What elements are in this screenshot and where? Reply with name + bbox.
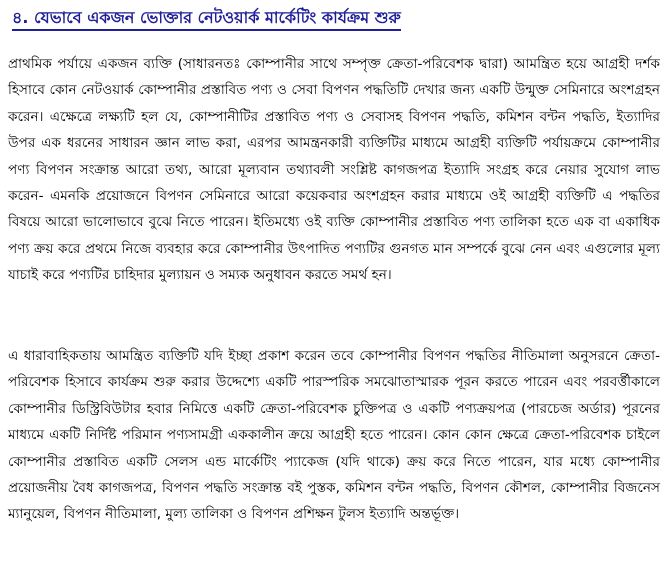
- section-heading: ৪. যেভাবে একজন ভোক্তার নেটওয়ার্ক মার্কেটিং কার্যক্রম শুরু: [12, 7, 401, 31]
- paragraph-1: প্রাথমিক পর্যায়ে একজন ব্যক্তি (সাধারনতঃ কোম্পানীর সাথে সম্পৃক্ত ক্রেতা-পরিবেশক দ্বারা) আমন্ত্রিত হয়ে আগ্রহী দর্শক হিসাবে কোন নেটওয়ার্ক কোম্পানীর প্রস্তাবিত পণ্য ও সেবা বিপণন পদ্ধতিটি দেখার জন্য একটি উন্মুক্ত সেমিনারে অংশগ্রহন করেন। এক্ষেত্রে লক্ষ্যটি হল যে, কোম্পানীটির প্রস্তাবিত পণ্য ও সেবাসহ বিপণন পদ্ধতি, কমিশন বন্টন পদ্ধতি, ইত্যাদির উপর এক ধরনের সাধারন জ্ঞান লাভ করা, এরপর আমন্ত্রনকারী ব্যক্তিটির মাধ্যমে আগ্রহী ব্যক্তিটি পর্যায়ক্রমে কোম্পানীর পণ্য বিপণন সংক্রান্ত আরো তথ্য, আরো মূল্যবান তথ্যাবলী সংশ্লিষ্ট কাগজপত্র ইত্যাদি সংগ্রহ করে নেয়ার সুযোগ লাভ করেন- এমনকি প্রয়োজনে বিপণন সেমিনারে আরো কয়েকবার অংশগ্রহন করার মাধ্যমে ওই আগ্রহী ব্যক্তিটি এ পদ্ধতির বিষয়ে আরো ভালোভাবে বুঝে নিতে পারেন। ইতিমধ্যে ওই ব্যক্তি কোম্পানীর প্রস্তাবিত পণ্য তালিকা হতে এক বা একাধিক পণ্য ক্রয় করে প্রথমে নিজে ব্যবহার করে কোম্পানীর উৎপাদিত পণ্যটির গুনগত মান সম্পর্কে বুঝে নেন এবং এগুলোর মূল্য যাচাই করে পণ্যটির চাহিদার মুল্যায়ন ও সম্যক অনুধাবন করতে সমর্থ হন।: [8, 56, 660, 284]
- paragraph-2: এ ধারাবাহিকতায় আমন্ত্রিত ব্যক্তিটি যদি ইচ্ছা প্রকাশ করেন তবে কোম্পানীর বিপণন পদ্ধতির নীতিমালা অনুসরনে ক্রেতা-পরিবেশক হিসাবে কার্যক্রম শুরু করার উদ্দেশ্যে একটি পারস্পরিক সমঝোতাস্মারক পূরন করতে পারেন এবং পরবর্ত্তীকালে কোম্পানীর ডিস্ট্রিবিউটার হবার নিমিত্তে একটি ক্রেতা-পরিবেশক চুক্তিপত্র ও একটি পণ্যক্রয়পত্র (পারচেজ অর্ডার) পূরনের মাধ্যমে একটি নির্দিষ্ট পরিমান পণ্যসামগ্রী এককালীন ক্রয়ে আগ্রহী হতে পারেন। কোন কোন ক্ষেত্রে ক্রেতা-পরিবেশক চাইলে কোম্পানীর প্রস্তাবিত একটি সেলস এন্ড মার্কেটিং প্যাকেজ (যদি থাকে) ক্রয় করে নিতে পারেন, যার মধ্যে কোম্পানীর প্রয়োজনীয় বৈধ কাগজপত্র, বিপণন পদ্ধতি সংক্রান্ত বই পুস্তক, কমিশন বন্টন পদ্ধতি, বিপণন কৌশল, কোম্পানীর বিজনেস ম্যানুয়েল, বিপণন নীতিমালা, মুল্য তালিকা ও বিপণন প্রশিক্ষন টুলস ইত্যাদি অন্তর্ভূক্ত।: [8, 348, 660, 523]
